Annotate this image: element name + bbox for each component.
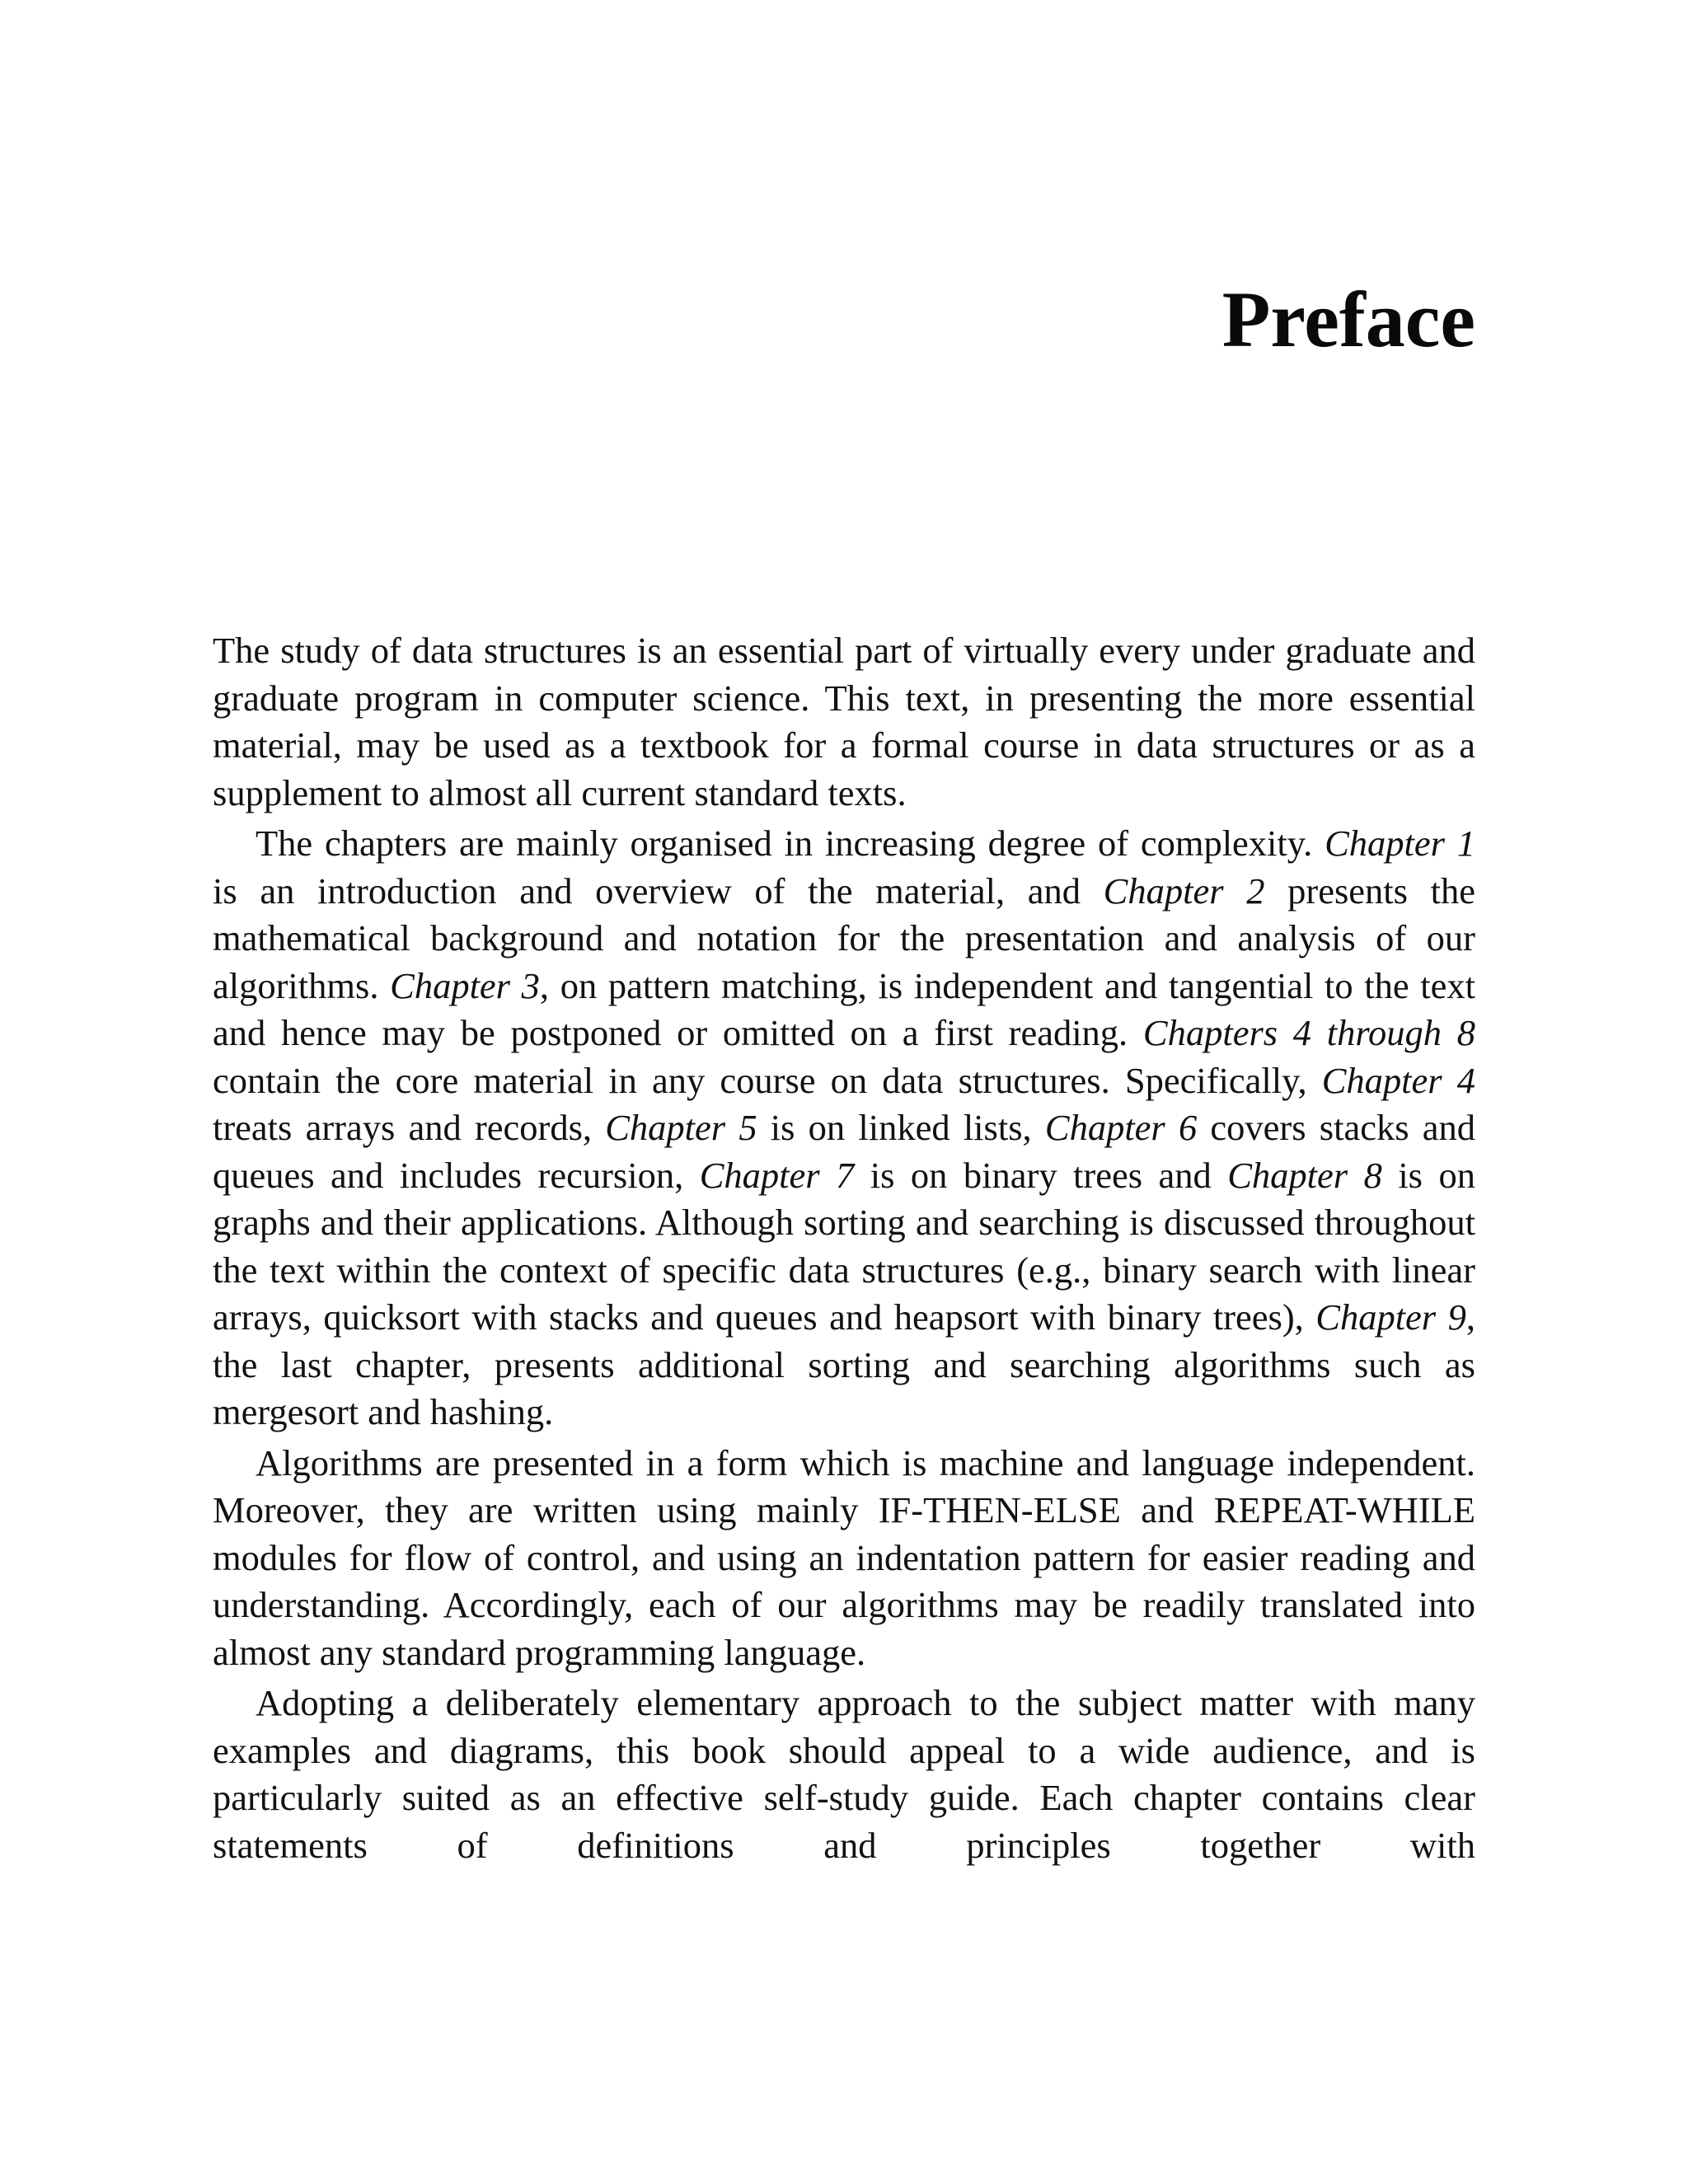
text-run: is on linked lists,: [757, 1107, 1045, 1148]
text-run: , the last chapter, presents additional sorting and searching algorithms such as mergesort and hashing.: [213, 1296, 1475, 1432]
text-run: Algorithms are presented in a form which is machine and language independent. Moreover, they are written using mainly IF-THEN-ELSE and REPEAT-WHILE modules for flow of control, and using an indentation pattern for easier reading and understanding. Accordingly, each of our algorithms may be readily translated into almost any standard programming language.: [213, 1441, 1475, 1673]
italic-reference: Chapter 3: [390, 964, 540, 1006]
italic-reference: Chapters 4 through 8: [1142, 1012, 1475, 1053]
text-run: presents the mathematical background and notation for the presentation and analysis of our algorithms.: [213, 869, 1475, 1006]
text-run: is on graphs and their applications. Although sorting and searching is discussed throughout the text within the context of specific data structures (e.g., binary search with linear arrays, quicksort with stacks and queues and heapsort with binary trees),: [213, 1154, 1475, 1338]
italic-reference: Chapter 2: [1103, 869, 1265, 912]
text-run: The chapters are mainly organised in increasing degree of complexity.: [256, 823, 1325, 864]
text-run: treats arrays and records,: [213, 1107, 606, 1148]
paragraph-1: [213, 627, 1475, 817]
italic-reference: Chapter 6: [1044, 1107, 1198, 1148]
italic-reference: Chapter 4: [1321, 1059, 1475, 1101]
text-run: , on pattern matching, is independent and tangential to the text and hence may be postponed or omitted on a first reading.: [213, 964, 1476, 1053]
text-run: is on binary trees and: [854, 1154, 1228, 1196]
text-run: covers stacks and queues and includes recursion,: [213, 1107, 1475, 1196]
text-run: Adopting a deliberately elementary approach to the subject matter with many examples and diagrams, this book should appeal to a wide audience, and is particularly suited as an effective self-study guide. Each chapter contains clear statements of definitions and principles together with: [213, 1682, 1475, 1866]
text-run: is an introduction and overview of the material, and: [213, 869, 1104, 912]
italic-reference: Chapter 7: [699, 1154, 855, 1196]
paragraph-2: [213, 820, 1475, 1436]
paragraph-3: [213, 1440, 1475, 1677]
italic-reference: Chapter 5: [605, 1107, 757, 1148]
italic-reference: Chapter 1: [1325, 823, 1475, 864]
italic-reference: Chapter 8: [1227, 1154, 1382, 1196]
text-run: The study of data structures is an essential part of virtually every under graduate and graduate program in computer science. This text, in presenting the more essential material, may be used as a textbook for a formal course in data structures or as a supplement to almost all current standard texts.: [213, 630, 1475, 813]
page-title: Preface: [1221, 275, 1475, 363]
italic-reference: Chapter 9: [1315, 1296, 1466, 1338]
paragraph-4: [213, 1680, 1475, 1869]
text-run: contain the core material in any course on data structures. Specifically,: [213, 1059, 1322, 1101]
preface-body: [213, 627, 1475, 1872]
